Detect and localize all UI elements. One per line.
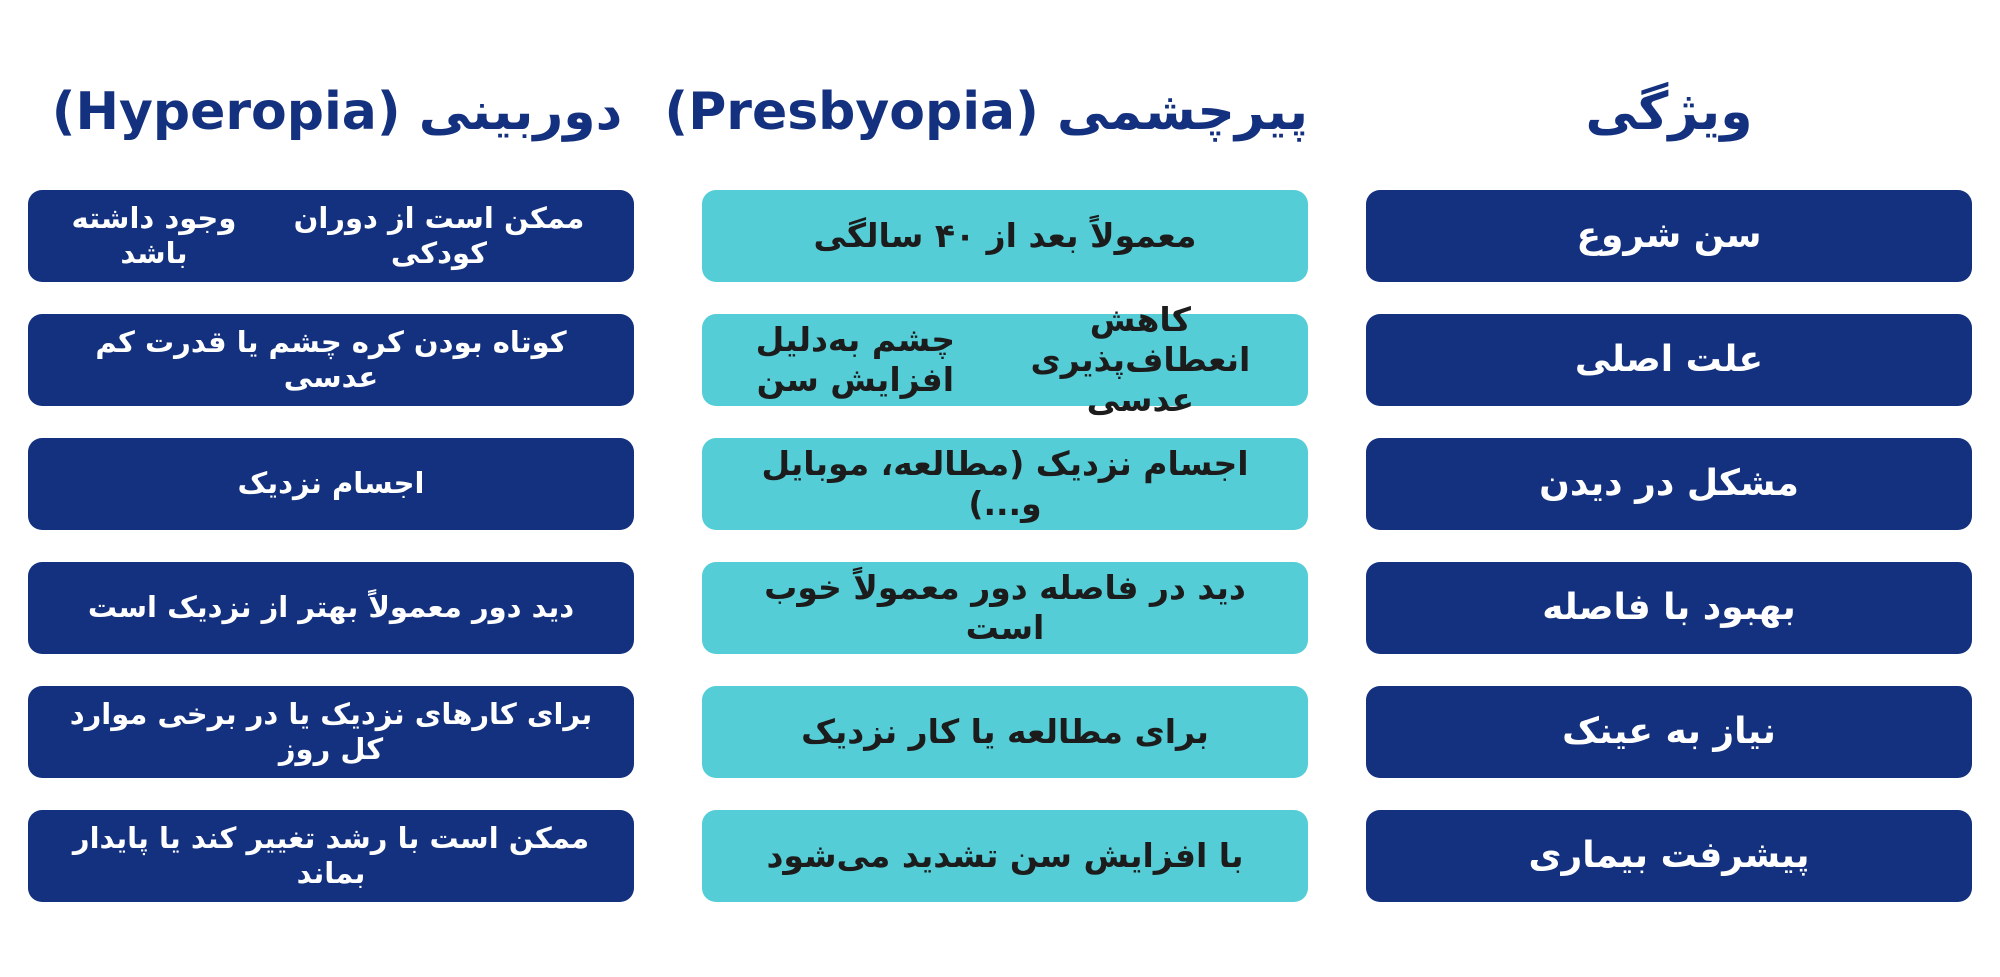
feature-cell-distance-improvement bbox=[1366, 562, 1972, 654]
presbyopia-cell-progression bbox=[702, 810, 1308, 902]
presbyopia-cell-distance-improvement bbox=[702, 562, 1308, 654]
hyperopia-text-line: ممکن است با رشد تغییر کند یا پایدار بماند bbox=[72, 820, 590, 890]
feature-label: پیشرفت بیماری bbox=[1528, 835, 1810, 877]
feature-label: بهبود با فاصله bbox=[1542, 587, 1796, 629]
presbyopia-cell-main-cause bbox=[702, 299, 1308, 420]
feature-cell-vision-problem bbox=[1366, 438, 1972, 530]
feature-cell-onset-age bbox=[1366, 190, 1972, 282]
presbyopia-text-line: اجسام نزدیک (مطالعه، موبایل و...) bbox=[761, 443, 1249, 523]
presbyopia-cell-onset-age bbox=[702, 190, 1308, 282]
hyperopia-text-line: اجسام نزدیک bbox=[237, 466, 425, 501]
feature-cell-main-cause bbox=[1366, 314, 1972, 406]
presbyopia-cell-glasses-need bbox=[702, 686, 1308, 778]
hyperopia-cell-onset-age bbox=[28, 190, 634, 282]
header-hyperopia: دوربینی (Hyperopia) bbox=[51, 82, 623, 142]
presbyopia-text-line: برای مطالعه یا کار نزدیک bbox=[801, 711, 1209, 751]
hyperopia-text-line: وجود داشته باشد bbox=[71, 200, 237, 270]
feature-label: علت اصلی bbox=[1574, 339, 1764, 381]
hyperopia-cell-progression bbox=[28, 810, 634, 902]
feature-label: سن شروع bbox=[1576, 215, 1762, 257]
presbyopia-text-line: دید در فاصله دور معمولاً خوب است bbox=[764, 567, 1246, 647]
feature-label: نیاز به عینک bbox=[1562, 711, 1776, 753]
hyperopia-cell-vision-problem bbox=[28, 438, 634, 530]
presbyopia-text-line: کاهش انعطاف‌پذیری عدسی bbox=[1030, 299, 1251, 420]
header-feature: ویژگی bbox=[1585, 82, 1753, 142]
hyperopia-text-line: کوتاه بودن کره چشم یا قدرت کم عدسی bbox=[95, 324, 567, 394]
feature-cell-progression bbox=[1366, 810, 1972, 902]
hyperopia-text-line: ممکن است از دوران کودکی bbox=[293, 200, 585, 270]
presbyopia-text-line: چشم به‌دلیل افزایش سن bbox=[755, 319, 956, 399]
presbyopia-cell-vision-problem bbox=[702, 438, 1308, 530]
hyperopia-cell-main-cause bbox=[28, 314, 634, 406]
hyperopia-text-line: برای کارهای نزدیک یا در برخی موارد کل روز bbox=[69, 696, 593, 766]
feature-label: مشکل در دیدن bbox=[1539, 463, 1799, 505]
presbyopia-text-line: با افزایش سن تشدید می‌شود bbox=[766, 835, 1244, 875]
header-presbyopia: پیرچشمی (Presbyopia) bbox=[664, 82, 1308, 142]
hyperopia-text-line: دید دور معمولاً بهتر از نزدیک است bbox=[87, 590, 575, 625]
hyperopia-cell-distance-improvement bbox=[28, 562, 634, 654]
hyperopia-cell-glasses-need bbox=[28, 686, 634, 778]
presbyopia-text-line: معمولاً بعد از ۴۰ سالگی bbox=[813, 215, 1197, 255]
feature-cell-glasses-need bbox=[1366, 686, 1972, 778]
